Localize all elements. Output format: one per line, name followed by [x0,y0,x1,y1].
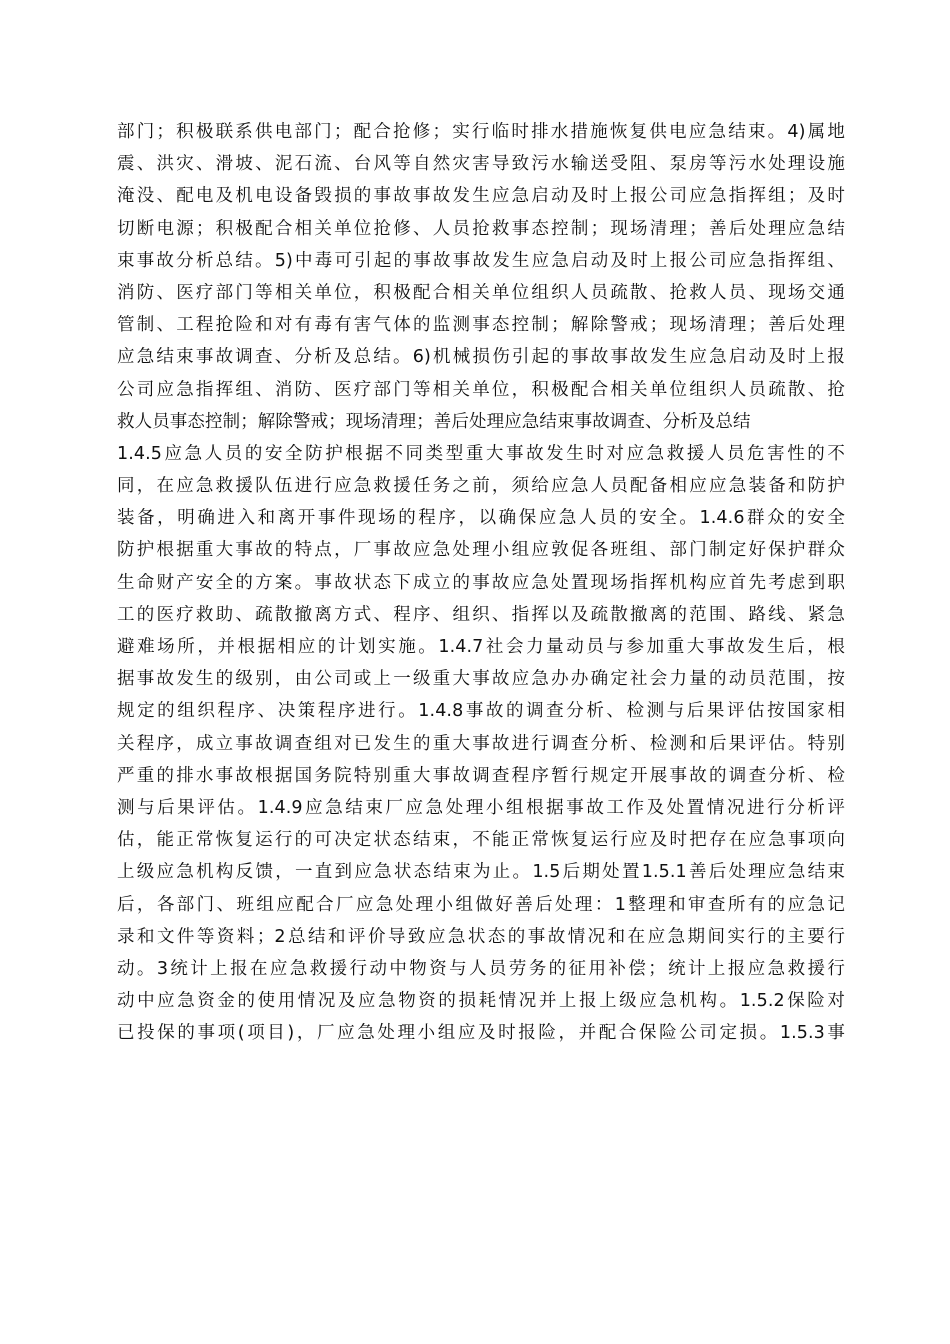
text-line: 管制、工程抢险和对有毒有害气体的监测事态控制；解除警戒；现场清理；善后处理 [117,315,845,336]
text-line: 动中应急资金的使用情况及应急物资的损耗情况并上报上级应急机构。1.5.2保险对 [117,991,845,1012]
text-line: 1.4.5应急人员的安全防护根据不同类型重大事故发生时对应急救援人员危害性的不 [117,443,845,464]
text-line: 工的医疗救助、疏散撤离方式、程序、组织、指挥以及疏散撤离的范围、路线、紧急 [117,604,845,625]
text-line: 淹没、配电及机电设备毁损的事故事故发生应急启动及时上报公司应急指挥组；及时 [117,186,845,207]
text-line: 防护根据重大事故的特点，厂事故应急处理小组应敦促各班组、部门制定好保护群众 [117,540,845,561]
text-line: 消防、医疗部门等相关单位，积极配合相关单位组织人员疏散、抢救人员、现场交通 [117,282,845,303]
text-line: 严重的排水事故根据国务院特别重大事故调查程序暂行规定开展事故的调查分析、检 [117,765,845,786]
text-line: 救人员事态控制；解除警戒；现场清理；善后处理应急结束事故调查、分析及总结 [117,411,751,432]
text-line: 装备，明确进入和离开事件现场的程序，以确保应急人员的安全。1.4.6群众的安全 [117,508,845,529]
text-line: 应急结束事故调查、分析及总结。6)机械损伤引起的事故事故发生应急启动及时上报 [117,347,845,368]
text-line: 公司应急指挥组、消防、医疗部门等相关单位，积极配合相关单位组织人员疏散、抢 [117,379,845,400]
text-line: 后，各部门、班组应配合厂应急处理小组做好善后处理：1整理和审查所有的应急记 [117,894,845,915]
text-line: 上级应急机构反馈，一直到应急状态结束为止。1.5后期处置1.5.1善后处理应急结束 [117,862,845,883]
text-line: 动。3统计上报在应急救援行动中物资与人员劳务的征用补偿；统计上报应急救援行 [117,958,845,979]
text-line: 已投保的事项(项目)，厂应急处理小组应及时报险，并配合保险公司定损。1.5.3事 [117,1023,845,1044]
text-line: 估，能正常恢复运行的可决定状态结束，不能正常恢复运行应及时把存在应急事项向 [117,830,845,851]
text-line: 据事故发生的级别，由公司或上一级重大事故应急办办确定社会力量的动员范围，按 [117,669,845,690]
text-line: 避难场所，并根据相应的计划实施。1.4.7社会力量动员与参加重大事故发生后，根 [117,637,845,657]
body-text [117,116,845,1049]
text-line: 生命财产安全的方案。事故状态下成立的事故应急处置现场指挥机构应首先考虑到职 [117,572,845,593]
text-line: 规定的组织程序、决策程序进行。1.4.8事故的调查分析、检测与后果评估按国家相 [117,701,845,722]
text-line: 录和文件等资料；2总结和评价导致应急状态的事故情况和在应急期间实行的主要行 [117,926,845,947]
text-line: 束事故分析总结。5)中毒可引起的事故事故发生应急启动及时上报公司应急指挥组、 [117,250,845,271]
text-line: 测与后果评估。1.4.9应急结束厂应急处理小组根据事故工作及处置情况进行分析评 [117,797,845,818]
text-line: 关程序，成立事故调查组对已发生的重大事故进行调查分析、检测和后果评估。特别 [117,733,845,754]
text-line: 部门；积极联系供电部门；配合抢修；实行临时排水措施恢复供电应急结束。4)属地 [117,122,845,142]
text-line: 切断电源；积极配合相关单位抢修、人员抢救事态控制；现场清理；善后处理应急结 [117,218,845,239]
text-line: 震、洪灾、滑坡、泥石流、台风等自然灾害导致污水输送受阻、泵房等污水处理设施 [117,154,845,175]
text-line: 同，在应急救援队伍进行应急救援任务之前，须给应急人员配备相应应急装备和防护 [117,476,845,497]
